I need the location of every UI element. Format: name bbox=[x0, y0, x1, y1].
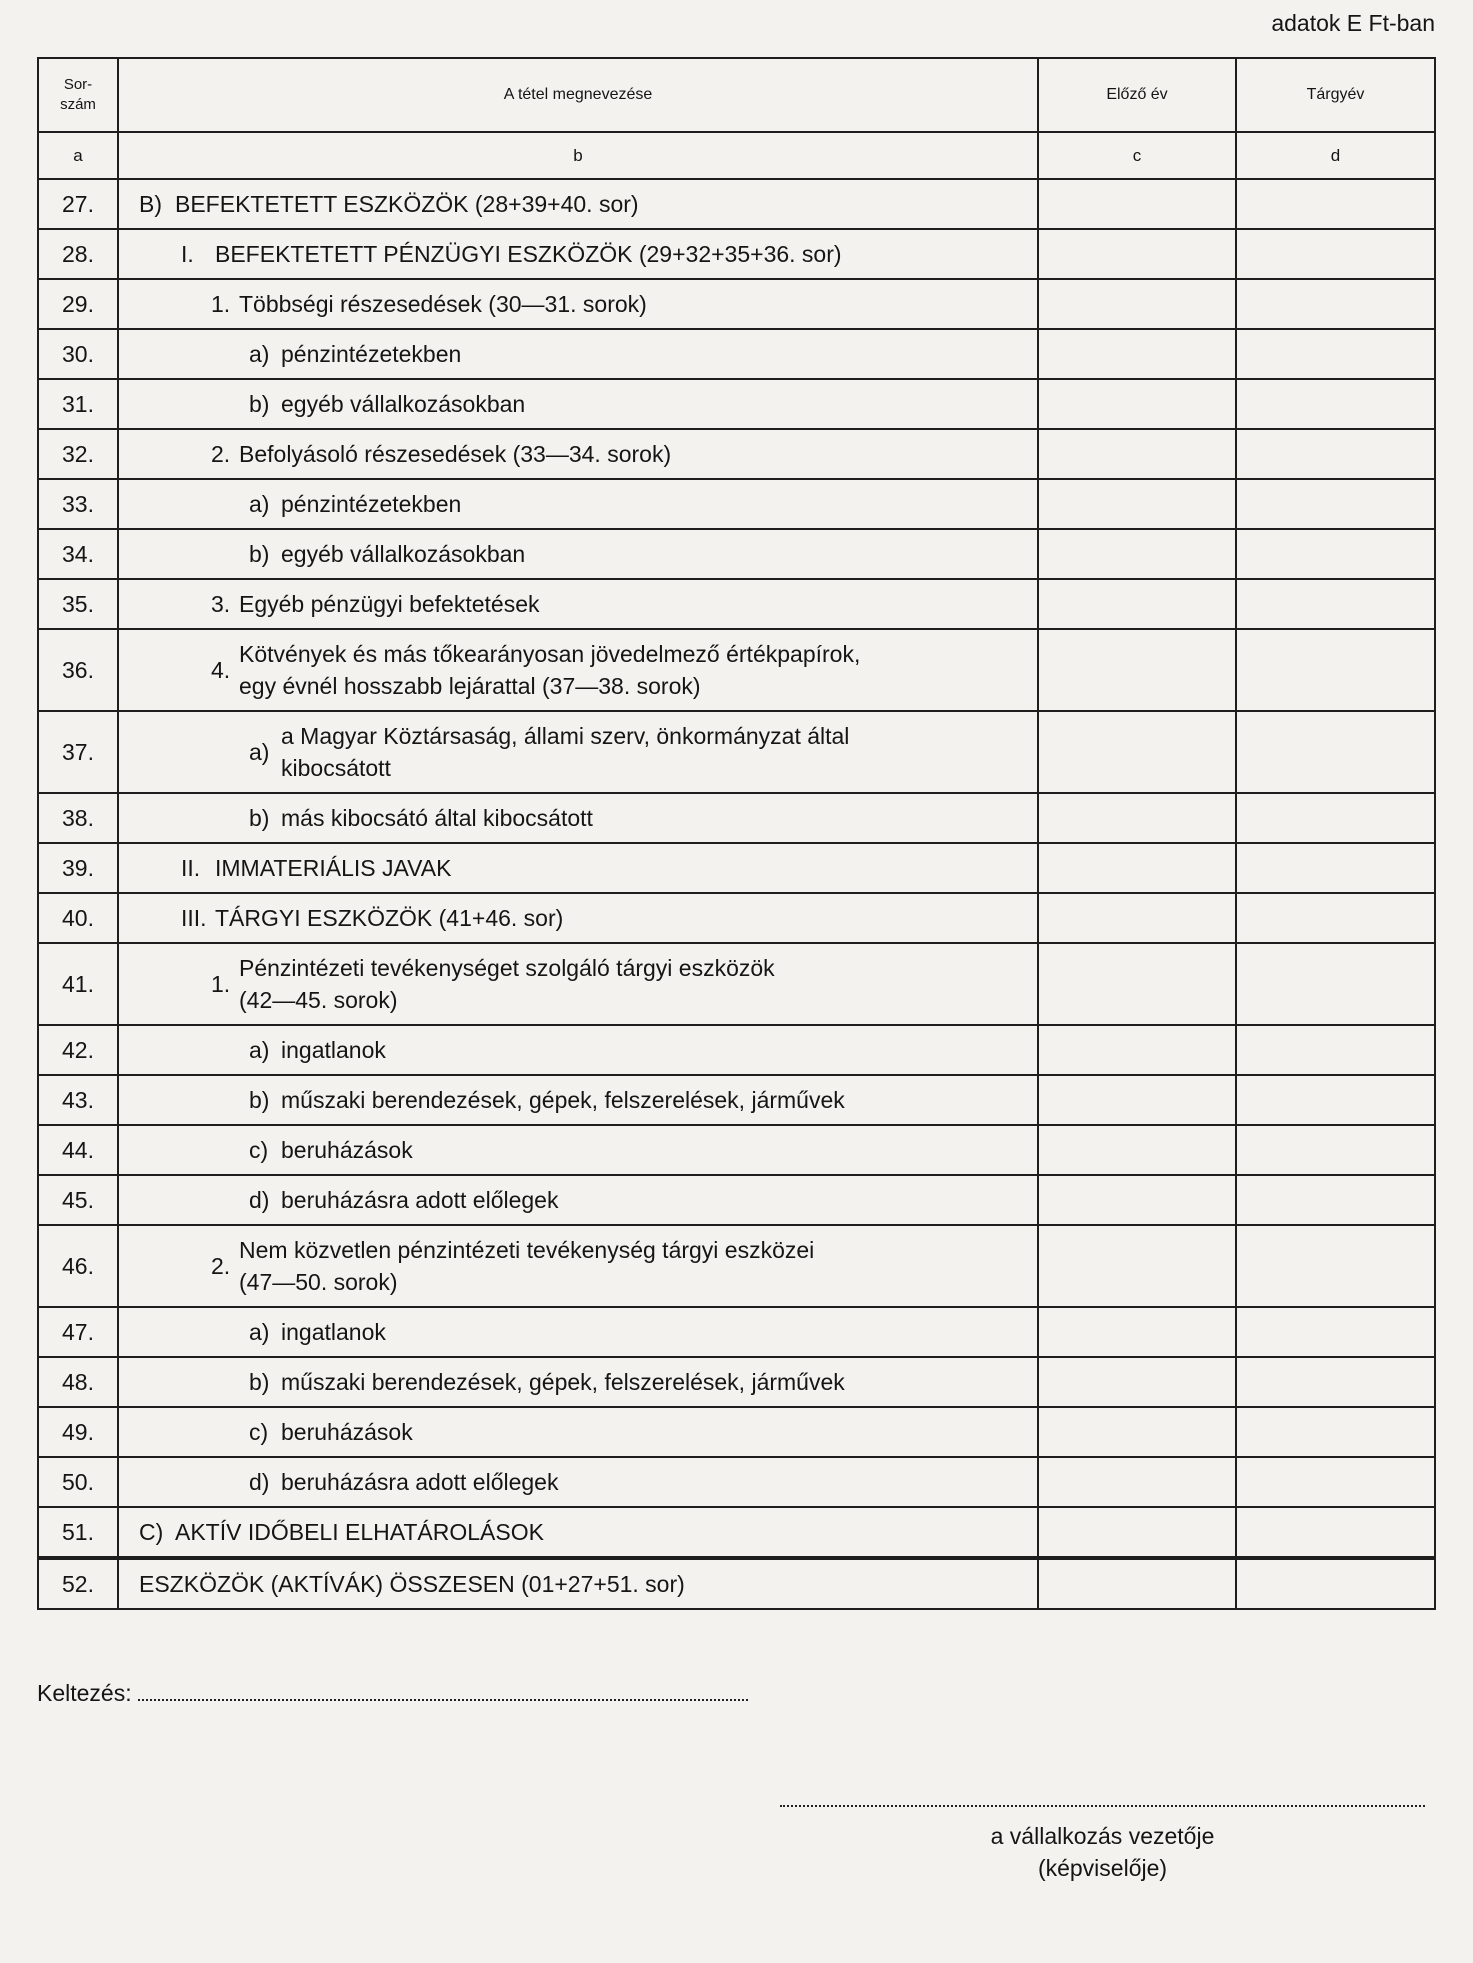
row-number: 45. bbox=[38, 1175, 118, 1225]
current-year-value-cell[interactable] bbox=[1236, 229, 1435, 279]
row-item-text-line: IMMATERIÁLIS JAVAK bbox=[215, 855, 452, 881]
row-number: 31. bbox=[38, 379, 118, 429]
table-row bbox=[38, 1175, 1435, 1225]
row-number: 38. bbox=[38, 793, 118, 843]
column-letter: b bbox=[118, 132, 1038, 179]
row-item-name bbox=[118, 1457, 1038, 1507]
table-row bbox=[38, 893, 1435, 943]
current-year-value-cell[interactable] bbox=[1236, 1457, 1435, 1507]
row-item-name bbox=[118, 179, 1038, 229]
header-row bbox=[38, 58, 1435, 132]
row-item-text-line: Nem közvetlen pénzintézeti tevékenység tárgyi eszközei bbox=[239, 1237, 815, 1263]
table-row bbox=[38, 1507, 1435, 1558]
previous-year-value-cell[interactable] bbox=[1038, 793, 1236, 843]
row-number: 32. bbox=[38, 429, 118, 479]
row-item-marker: a) bbox=[249, 341, 270, 367]
previous-year-value-cell[interactable] bbox=[1038, 1558, 1236, 1609]
previous-year-value-cell[interactable] bbox=[1038, 379, 1236, 429]
current-year-value-cell[interactable] bbox=[1236, 893, 1435, 943]
row-item-text bbox=[239, 952, 775, 1016]
row-item-text bbox=[215, 238, 842, 270]
table-row bbox=[38, 793, 1435, 843]
row-item-name bbox=[118, 1307, 1038, 1357]
row-item-text bbox=[281, 538, 525, 570]
table-row bbox=[38, 579, 1435, 629]
row-number: 36. bbox=[38, 629, 118, 711]
table-row bbox=[38, 943, 1435, 1025]
row-item-marker: 1. bbox=[211, 971, 231, 997]
current-year-value-cell[interactable] bbox=[1236, 1175, 1435, 1225]
row-item-text-line: TÁRGYI ESZKÖZÖK (41+46. sor) bbox=[215, 905, 564, 931]
table-row bbox=[38, 1357, 1435, 1407]
row-number: 49. bbox=[38, 1407, 118, 1457]
previous-year-value-cell[interactable] bbox=[1038, 1407, 1236, 1457]
previous-year-value-cell[interactable] bbox=[1038, 1225, 1236, 1307]
current-year-value-cell[interactable] bbox=[1236, 529, 1435, 579]
row-item-name bbox=[118, 1357, 1038, 1407]
row-item-text bbox=[239, 638, 860, 702]
previous-year-value-cell[interactable] bbox=[1038, 529, 1236, 579]
row-item-name bbox=[118, 279, 1038, 329]
row-item-marker: a) bbox=[249, 739, 270, 765]
previous-year-value-cell[interactable] bbox=[1038, 579, 1236, 629]
row-item-text-line: Kötvények és más tőkearányosan jövedelmező értékpapírok, bbox=[239, 641, 861, 667]
table-row bbox=[38, 229, 1435, 279]
row-number: 30. bbox=[38, 329, 118, 379]
row-item-name bbox=[118, 843, 1038, 893]
table-body bbox=[38, 179, 1435, 1609]
row-item-text bbox=[281, 488, 461, 520]
row-item-text bbox=[281, 1366, 845, 1398]
current-year-value-cell[interactable] bbox=[1236, 1025, 1435, 1075]
unit-note: adatok E Ft-ban bbox=[1271, 10, 1435, 36]
date-line bbox=[37, 1680, 748, 1707]
row-item-text bbox=[281, 1184, 558, 1216]
row-item-text bbox=[281, 720, 849, 784]
row-item-name bbox=[118, 893, 1038, 943]
previous-year-value-cell[interactable] bbox=[1038, 1175, 1236, 1225]
row-item-text bbox=[175, 1516, 544, 1548]
row-item-text-line: beruházások bbox=[281, 1419, 413, 1445]
row-item-text-line: beruházásra adott előlegek bbox=[281, 1469, 559, 1495]
row-item-text bbox=[281, 388, 525, 420]
row-item-text bbox=[281, 1084, 845, 1116]
previous-year-value-cell[interactable] bbox=[1038, 479, 1236, 529]
date-label: Keltezés: bbox=[37, 1680, 132, 1706]
table-row bbox=[38, 1075, 1435, 1125]
table-row bbox=[38, 843, 1435, 893]
row-item-text-line: ingatlanok bbox=[281, 1319, 386, 1345]
row-item-text bbox=[239, 1234, 814, 1298]
row-item-text bbox=[239, 288, 647, 320]
current-year-value-cell[interactable] bbox=[1236, 1307, 1435, 1357]
row-item-text-line: Többségi részesedések (30—31. sorok) bbox=[239, 291, 647, 317]
previous-year-value-cell[interactable] bbox=[1038, 1457, 1236, 1507]
row-number: 29. bbox=[38, 279, 118, 329]
previous-year-value-cell[interactable] bbox=[1038, 711, 1236, 793]
row-item-text-line: más kibocsátó által kibocsátott bbox=[281, 805, 593, 831]
previous-year-value-cell[interactable] bbox=[1038, 279, 1236, 329]
previous-year-value-cell[interactable] bbox=[1038, 1075, 1236, 1125]
signer-subtitle: (képviselője) bbox=[1037, 1855, 1168, 1881]
row-item-marker: b) bbox=[249, 805, 270, 831]
header-item-name: A tétel megnevezése bbox=[118, 58, 1038, 132]
table-row bbox=[38, 179, 1435, 229]
current-year-value-cell[interactable] bbox=[1236, 179, 1435, 229]
previous-year-value-cell[interactable] bbox=[1038, 1507, 1236, 1558]
table-row bbox=[38, 1457, 1435, 1507]
current-year-value-cell[interactable] bbox=[1236, 429, 1435, 479]
previous-year-value-cell[interactable] bbox=[1038, 1025, 1236, 1075]
header-previous-year: Előző év bbox=[1038, 58, 1236, 132]
row-item-name bbox=[118, 329, 1038, 379]
previous-year-value-cell[interactable] bbox=[1038, 429, 1236, 479]
column-letter: a bbox=[38, 132, 118, 179]
table-row bbox=[38, 479, 1435, 529]
row-number: 41. bbox=[38, 943, 118, 1025]
table-row bbox=[38, 1025, 1435, 1075]
table-row bbox=[38, 629, 1435, 711]
row-item-text bbox=[281, 1416, 413, 1448]
table-row bbox=[38, 1558, 1435, 1609]
row-number: 44. bbox=[38, 1125, 118, 1175]
table-row bbox=[38, 1125, 1435, 1175]
row-item-text bbox=[281, 338, 461, 370]
row-item-text-line: a Magyar Köztársaság, állami szerv, önkormányzat által bbox=[281, 723, 850, 749]
row-item-marker: 1. bbox=[211, 291, 231, 317]
table-row bbox=[38, 711, 1435, 793]
current-year-value-cell[interactable] bbox=[1236, 1075, 1435, 1125]
row-item-marker: d) bbox=[249, 1469, 270, 1495]
row-item-marker: b) bbox=[249, 1087, 270, 1113]
row-item-text-line: beruházásra adott előlegek bbox=[281, 1187, 559, 1213]
row-item-marker: C) bbox=[139, 1519, 164, 1545]
row-item-text-line: műszaki berendezések, gépek, felszerelések, járművek bbox=[281, 1369, 845, 1395]
row-item-marker: B) bbox=[139, 191, 162, 217]
row-number: 42. bbox=[38, 1025, 118, 1075]
balance-sheet-table bbox=[37, 57, 1436, 1610]
table-row bbox=[38, 529, 1435, 579]
current-year-value-cell[interactable] bbox=[1236, 1407, 1435, 1457]
row-item-text bbox=[175, 188, 639, 220]
row-item-name bbox=[118, 1407, 1038, 1457]
row-item-name bbox=[118, 793, 1038, 843]
row-item-text-line: egyéb vállalkozásokban bbox=[281, 541, 526, 567]
row-item-text-line: AKTÍV IDŐBELI ELHATÁROLÁSOK bbox=[175, 1519, 544, 1545]
row-item-name bbox=[118, 1025, 1038, 1075]
current-year-value-cell[interactable] bbox=[1236, 1225, 1435, 1307]
previous-year-value-cell[interactable] bbox=[1038, 329, 1236, 379]
row-number: 47. bbox=[38, 1307, 118, 1357]
row-item-marker: 4. bbox=[211, 657, 231, 683]
row-item-text-line: (47—50. sorok) bbox=[239, 1269, 398, 1295]
current-year-value-cell[interactable] bbox=[1236, 1125, 1435, 1175]
row-item-marker: 2. bbox=[211, 441, 231, 467]
row-item-text-line: egy évnél hosszabb lejárattal (37—38. sorok) bbox=[239, 673, 701, 699]
row-item-marker: I. bbox=[181, 241, 194, 267]
table-row bbox=[38, 429, 1435, 479]
row-number: 52. bbox=[38, 1558, 118, 1609]
table-row bbox=[38, 1307, 1435, 1357]
row-number: 39. bbox=[38, 843, 118, 893]
row-item-name bbox=[118, 1075, 1038, 1125]
row-number: 40. bbox=[38, 893, 118, 943]
column-letter: c bbox=[1038, 132, 1236, 179]
current-year-value-cell[interactable] bbox=[1236, 1558, 1435, 1609]
previous-year-value-cell[interactable] bbox=[1038, 893, 1236, 943]
row-number: 46. bbox=[38, 1225, 118, 1307]
row-item-text bbox=[281, 1316, 386, 1348]
table-row bbox=[38, 379, 1435, 429]
header-row-number: Sor- szám bbox=[38, 58, 118, 132]
previous-year-value-cell[interactable] bbox=[1038, 943, 1236, 1025]
previous-year-value-cell[interactable] bbox=[1038, 1357, 1236, 1407]
row-item-text-line: kibocsátott bbox=[281, 755, 391, 781]
row-item-text bbox=[281, 1466, 558, 1498]
row-number: 28. bbox=[38, 229, 118, 279]
row-item-name bbox=[118, 479, 1038, 529]
row-item-name bbox=[118, 1558, 1038, 1609]
row-item-name bbox=[118, 379, 1038, 429]
row-item-name bbox=[118, 229, 1038, 279]
row-number: 50. bbox=[38, 1457, 118, 1507]
current-year-value-cell[interactable] bbox=[1236, 943, 1435, 1025]
row-number: 27. bbox=[38, 179, 118, 229]
signature-line[interactable] bbox=[780, 1805, 1425, 1807]
row-item-name bbox=[118, 529, 1038, 579]
row-item-name bbox=[118, 629, 1038, 711]
column-letter: d bbox=[1236, 132, 1435, 179]
row-item-text-line: beruházások bbox=[281, 1137, 413, 1163]
row-item-marker: 3. bbox=[211, 591, 231, 617]
previous-year-value-cell[interactable] bbox=[1038, 1125, 1236, 1175]
signature-caption bbox=[780, 1820, 1425, 1884]
current-year-value-cell[interactable] bbox=[1236, 379, 1435, 429]
previous-year-value-cell[interactable] bbox=[1038, 179, 1236, 229]
current-year-value-cell[interactable] bbox=[1236, 1357, 1435, 1407]
row-item-marker: III. bbox=[181, 905, 207, 931]
row-item-name bbox=[118, 1175, 1038, 1225]
table-row bbox=[38, 1407, 1435, 1457]
signer-title: a vállalkozás vezetője bbox=[990, 1823, 1215, 1849]
row-item-text-line: Befolyásoló részesedések (33—34. sorok) bbox=[239, 441, 672, 467]
row-item-marker: d) bbox=[249, 1187, 270, 1213]
row-item-text bbox=[239, 588, 539, 620]
row-item-marker: c) bbox=[249, 1137, 269, 1163]
row-item-text-line: pénzintézetekben bbox=[281, 341, 462, 367]
row-item-text bbox=[281, 1134, 413, 1166]
row-item-text-line: egyéb vállalkozásokban bbox=[281, 391, 526, 417]
row-item-text bbox=[281, 802, 593, 834]
row-item-marker: a) bbox=[249, 1037, 270, 1063]
row-item-name bbox=[118, 1507, 1038, 1558]
current-year-value-cell[interactable] bbox=[1236, 479, 1435, 529]
row-item-marker: II. bbox=[181, 855, 201, 881]
table-row bbox=[38, 1225, 1435, 1307]
current-year-value-cell[interactable] bbox=[1236, 793, 1435, 843]
row-number: 43. bbox=[38, 1075, 118, 1125]
row-item-name bbox=[118, 579, 1038, 629]
row-number: 37. bbox=[38, 711, 118, 793]
row-item-marker: b) bbox=[249, 391, 270, 417]
row-item-text-line: ESZKÖZÖK (AKTÍVÁK) ÖSSZESEN (01+27+51. sor) bbox=[139, 1571, 685, 1597]
current-year-value-cell[interactable] bbox=[1236, 711, 1435, 793]
previous-year-value-cell[interactable] bbox=[1038, 843, 1236, 893]
current-year-value-cell[interactable] bbox=[1236, 279, 1435, 329]
row-item-name bbox=[118, 711, 1038, 793]
table-row bbox=[38, 329, 1435, 379]
table-row bbox=[38, 279, 1435, 329]
row-item-text-line: Egyéb pénzügyi befektetések bbox=[239, 591, 540, 617]
row-item-name bbox=[118, 429, 1038, 479]
row-number: 48. bbox=[38, 1357, 118, 1407]
current-year-value-cell[interactable] bbox=[1236, 843, 1435, 893]
row-item-text-line: (42—45. sorok) bbox=[239, 987, 398, 1013]
row-item-marker: b) bbox=[249, 1369, 270, 1395]
row-item-name bbox=[118, 943, 1038, 1025]
row-item-text bbox=[239, 438, 671, 470]
row-item-text bbox=[215, 902, 563, 934]
row-number: 51. bbox=[38, 1507, 118, 1558]
row-item-name bbox=[118, 1225, 1038, 1307]
row-item-marker: b) bbox=[249, 541, 270, 567]
row-number: 33. bbox=[38, 479, 118, 529]
row-item-text bbox=[281, 1034, 386, 1066]
previous-year-value-cell[interactable] bbox=[1038, 1307, 1236, 1357]
row-item-marker: a) bbox=[249, 491, 270, 517]
current-year-value-cell[interactable] bbox=[1236, 629, 1435, 711]
row-item-text-line: ingatlanok bbox=[281, 1037, 386, 1063]
row-item-name bbox=[118, 1125, 1038, 1175]
current-year-value-cell[interactable] bbox=[1236, 1507, 1435, 1558]
row-item-text-line: pénzintézetekben bbox=[281, 491, 462, 517]
row-item-marker: 2. bbox=[211, 1253, 231, 1279]
row-item-text-line: műszaki berendezések, gépek, felszerelések, járművek bbox=[281, 1087, 845, 1113]
row-number: 34. bbox=[38, 529, 118, 579]
column-letter-row bbox=[38, 132, 1435, 179]
current-year-value-cell[interactable] bbox=[1236, 579, 1435, 629]
row-item-text-line: BEFEKTETETT ESZKÖZÖK (28+39+40. sor) bbox=[175, 191, 639, 217]
row-number: 35. bbox=[38, 579, 118, 629]
previous-year-value-cell[interactable] bbox=[1038, 229, 1236, 279]
row-item-text bbox=[139, 1568, 685, 1600]
current-year-value-cell[interactable] bbox=[1236, 329, 1435, 379]
previous-year-value-cell[interactable] bbox=[1038, 629, 1236, 711]
row-item-text bbox=[215, 852, 451, 884]
row-item-text-line: Pénzintézeti tevékenységet szolgáló tárgyi eszközök bbox=[239, 955, 775, 981]
row-item-text-line: BEFEKTETETT PÉNZÜGYI ESZKÖZÖK (29+32+35+36. sor) bbox=[215, 241, 842, 267]
row-item-marker: c) bbox=[249, 1419, 269, 1445]
row-item-marker: a) bbox=[249, 1319, 270, 1345]
date-input-line[interactable] bbox=[138, 1698, 748, 1701]
header-current-year: Tárgyév bbox=[1236, 58, 1435, 132]
